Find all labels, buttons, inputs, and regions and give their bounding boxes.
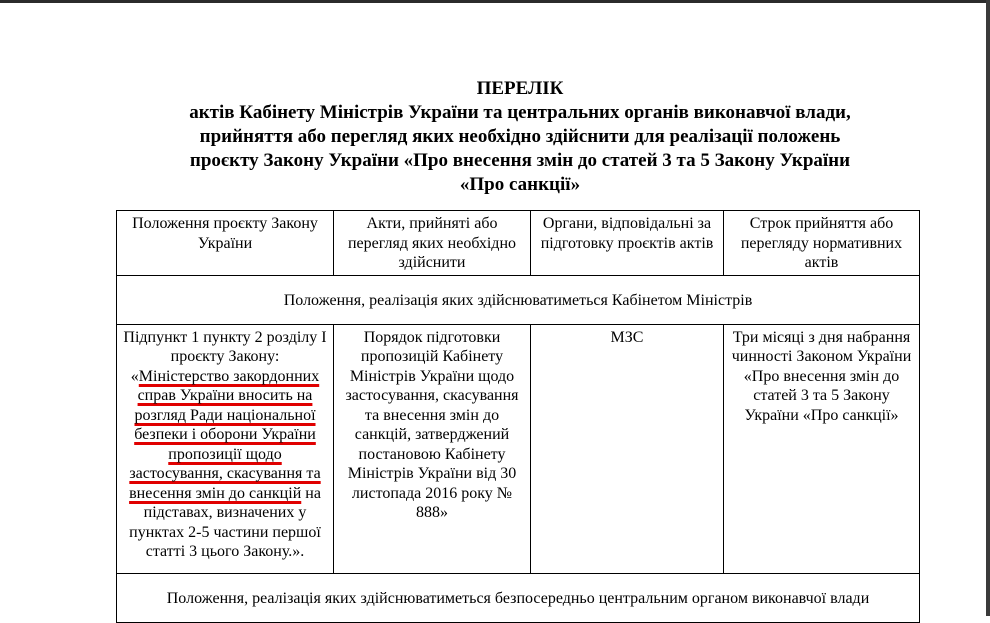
title-line-2: актів Кабінету Міністрів України та центральних органів виконавчої влади, (189, 102, 851, 123)
header-acts: Акти, прийняті або перегляд яких необхідно здійснити (334, 211, 531, 276)
cell-deadline: Три місяці з дня набрання чинності Законом України «Про внесення змін до статей 3 та 5 Закону України «Про санкції» (724, 324, 920, 573)
highlighted-provision-text: Міністерство закордонних справ України вносить на розгляд Ради національної безпеки і оборони України пропозиції щодо застосування, скасування та внесення змін до санкцій (129, 367, 321, 502)
window-top-bar (0, 0, 990, 3)
title-line-4: проєкту Закону України «Про внесення змін до статей 3 та 5 Закону України (189, 150, 851, 171)
cell-provision (117, 324, 334, 573)
section-central-body-label: Положення, реалізація яких здійснюватиметься безпосередньо центральним органом виконавчої влади (117, 573, 920, 622)
title-line-3: прийняття або перегляд яких необхідно здійснити для реалізації положень (199, 126, 841, 147)
cell-acts: Порядок підготовки пропозицій Кабінету Міністрів України щодо застосування, скасування та внесення змін до санкцій, затверджений постановою Кабінету Міністрів України від 30 листопада 2016 року № 888» (334, 324, 531, 573)
header-bodies: Органи, відповідальні за підготовку проєктів актів (531, 211, 724, 276)
header-provisions: Положення проєкту Закону України (117, 211, 334, 276)
section-cabinet-label: Положення, реалізація яких здійснюватиметься Кабінетом Міністрів (117, 275, 920, 324)
document-title (130, 77, 910, 197)
provision-intro: Підпункт 1 пункту 2 розділу І проєкту Закону: (123, 328, 327, 365)
title-line-1: ПЕРЕЛІК (476, 78, 564, 99)
table-row (117, 324, 920, 573)
provision-rest: на підставах, визначених у пунктах 2-5 частини першої статті 3 цього Закону.». (129, 484, 321, 560)
cell-bodies: МЗС (531, 324, 724, 573)
acts-table (116, 210, 920, 623)
title-line-5: «Про санкції» (459, 174, 581, 195)
section-row-cabinet (117, 275, 920, 324)
scrollbar-edge (986, 0, 990, 616)
quote-open: « (130, 367, 139, 385)
table-header-row (117, 211, 920, 276)
header-deadline: Строк прийняття або перегляду нормативних актів (724, 211, 920, 276)
section-row-central-body (117, 573, 920, 622)
